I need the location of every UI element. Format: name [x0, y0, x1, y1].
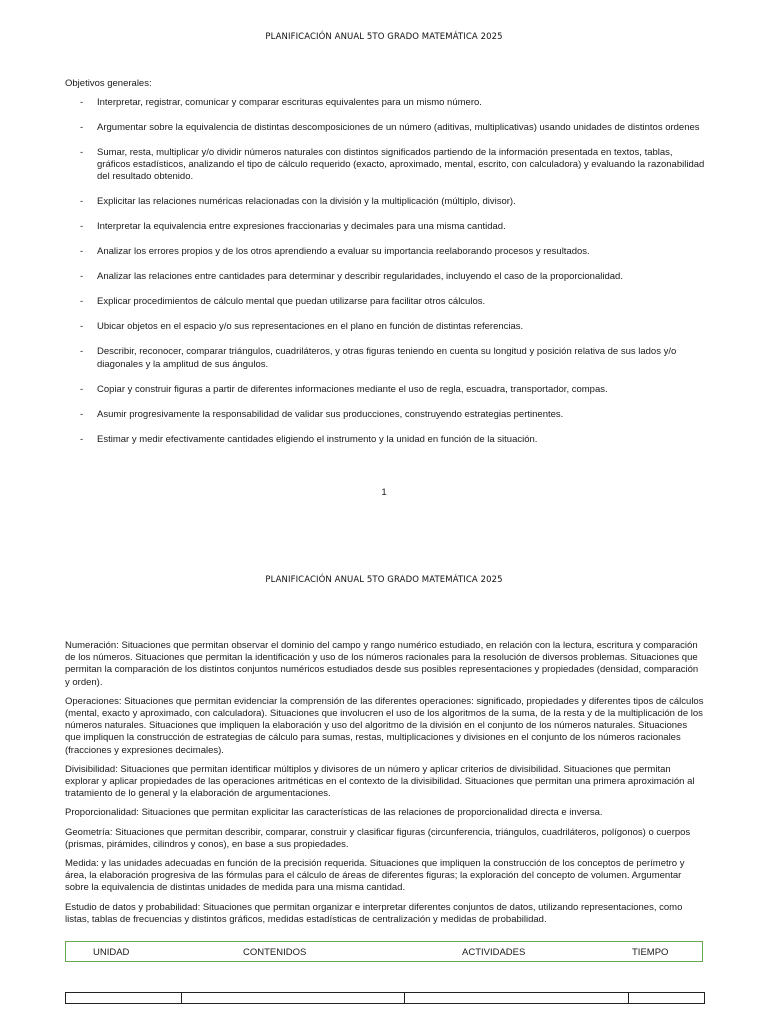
column-header-unidad: UNIDAD — [93, 947, 130, 958]
bullet-dash: - — [80, 321, 84, 333]
section-geometria: Geometría: Situaciones que permitan describir, comparar, construir y clasificar figuras (circunferencia, triángulos, cuadriláteros, polígonos) o cuerpos (prismas, pirámides, cilindros y conos), en base a sus propiedades. — [65, 826, 691, 850]
section-operaciones: Operaciones: Situaciones que permitan evidenciar la comprensión de las diferentes operaciones: significado, propiedades y diferentes tipos de cálculos (mental, exacto y aproximado, con calculadora). Situaciones que involucren el uso de los algoritmos de la suma, de la resta y de la multiplicación de los números naturales. Situaciones que impliquen la elaboración y uso del algoritmo de la división en el conjunto de los números naturales. Situaciones que impliquen la construcción de estrategias de cálculo para sumas, restas, multiplicaciones y divisiones en el conjunto de los números racionales (fracciones y expresiones decimales). — [65, 695, 704, 756]
bullet-dash: - — [80, 408, 84, 420]
objective-item — [65, 384, 705, 396]
objective-text: Analizar los errores propios y de los otros aprendiendo a evaluar su importancia reelaborando procesos y resultados. — [97, 246, 590, 258]
objective-text: Asumir progresivamente la responsabilidad de validar sus producciones, construyendo estrategias pertinentes. — [97, 408, 564, 420]
section-numeracion: Numeración: Situaciones que permitan observar el dominio del campo y rango numérico estudiado, en relación con la lectura, escritura y comparación de los números. Situaciones que permitan la identificación y uso de los números racionales para la resolución de diversos problemas. Situaciones que permitan la comparación de los distintos conjuntos numéricos estudiados desde sus posibles representaciones y propiedades (densidad, comparación y orden). — [65, 640, 699, 688]
column-header-contenidos: CONTENIDOS — [243, 947, 307, 958]
bullet-dash: - — [80, 433, 84, 445]
page-title: PLANIFICACIÓN ANUAL 5TO GRADO MATEMÁTICA 2025 — [265, 575, 503, 585]
objective-text: Explicar procedimientos de cálculo mental que puedan utilizarse para facilitar otros cálculos. — [97, 296, 486, 308]
table-column-divider — [628, 993, 629, 1003]
planning-table-header — [65, 941, 703, 962]
section-proporcionalidad: Proporcionalidad: Situaciones que permitan explicitar las características de las relaciones de proporcionalidad directa e inversa. — [65, 807, 603, 819]
bullet-dash: - — [80, 147, 84, 158]
section-divisibilidad: Divisibilidad: Situaciones que permitan identificar múltiplos y divisores de un número y aplicar criterios de divisibilidad. Situaciones que permitan explorar y aplicar propiedades de las operaciones aritméticas en el contexto de la divisibilidad. Situaciones que permitan una primera aproximación al tratamiento de lo general y la elaboración de argumentaciones. — [65, 763, 695, 800]
section-medida: Medida: y las unidades adecuadas en función de la precisión requerida. Situaciones que impliquen la construcción de los conceptos de perímetro y área, la elaboración progresiva de las fórmulas para el cálculo de áreas de diferentes figuras; la exploración del concepto de volumen. Argumentar sobre la equivalencia de distintas unidades de medida para una misma cantidad. — [65, 858, 685, 894]
page-title: PLANIFICACIÓN ANUAL 5TO GRADO MATEMÁTICA 2025 — [265, 32, 503, 42]
objective-item — [65, 196, 705, 208]
objective-text: Sumar, resta, multiplicar y/o dividir números naturales con distintos significados partiendo de la información presentada en textos, tablas, gráficos estadísticos, analizando el tipo de cálculo requerido (exacto, aproximado, mental, escrito, con calculadora) y evaluando la razonabilidad del resultado obtenido. — [97, 147, 705, 183]
objective-item — [65, 434, 705, 446]
bullet-dash: - — [80, 346, 84, 358]
objective-item — [65, 221, 705, 233]
objective-item — [65, 271, 705, 283]
objective-item — [65, 409, 705, 421]
bullet-dash: - — [80, 196, 84, 208]
table-row — [65, 992, 705, 1004]
objective-item — [65, 147, 705, 184]
objective-text: Analizar las relaciones entre cantidades para determinar y describir regularidades, incluyendo el caso de la proporcionalidad. — [97, 271, 623, 283]
objectives-list — [65, 97, 705, 459]
objective-text: Interpretar, registrar, comunicar y comparar escrituras equivalentes para un mismo número. — [97, 97, 482, 108]
objective-item — [65, 97, 705, 109]
objective-text: Interpretar la equivalencia entre expresiones fraccionarias y decimales para una misma cantidad. — [97, 221, 506, 233]
bullet-dash: - — [80, 97, 84, 108]
objective-item — [65, 346, 705, 370]
table-column-divider — [404, 993, 405, 1003]
objective-text: Describir, reconocer, comparar triángulos, cuadriláteros, y otras figuras teniendo en cuenta su longitud y posición relativa de sus lados y/o diagonales y la amplitud de sus ángulos. — [97, 346, 677, 370]
bullet-dash: - — [80, 271, 84, 283]
objective-text: Estimar y medir efectivamente cantidades eligiendo el instrumento y la unidad en función de la situación. — [97, 433, 538, 445]
bullet-dash: - — [80, 296, 84, 308]
table-column-divider — [181, 993, 182, 1003]
page-number: 1 — [381, 487, 387, 498]
objective-text: Copiar y construir figuras a partir de diferentes informaciones mediante el uso de regla, escuadra, transportador, compas. — [97, 383, 608, 395]
column-header-actividades: ACTIVIDADES — [462, 947, 526, 958]
bullet-dash: - — [80, 383, 84, 395]
bullet-dash: - — [80, 221, 84, 233]
objective-text: Ubicar objetos en el espacio y/o sus representaciones en el plano en función de distintas referencias. — [97, 321, 524, 333]
objective-item — [65, 122, 705, 134]
bullet-dash: - — [80, 246, 84, 258]
objective-item — [65, 296, 705, 308]
bullet-dash: - — [80, 122, 84, 133]
objective-text: Argumentar sobre la equivalencia de distintas descomposiciones de un número (aditivas, multiplicativas) usando unidades de distintos ordenes — [97, 122, 700, 133]
objective-text: Explicitar las relaciones numéricas relacionadas con la división y la multiplicación (múltiplo, divisor). — [97, 196, 516, 208]
column-header-tiempo: TIEMPO — [632, 947, 669, 958]
objective-item — [65, 246, 705, 258]
content-sections — [65, 640, 705, 933]
objective-item — [65, 321, 705, 333]
section-estadistica: Estudio de datos y probabilidad: Situaciones que permitan organizar e interpretar diferentes conjuntos de datos, utilizando representaciones, como listas, tablas de frecuencias y distintos gráficos, medidas estadísticas de centralización y medidas de probabilidad. — [65, 901, 683, 925]
objectives-title: Objetivos generales: — [65, 78, 152, 89]
